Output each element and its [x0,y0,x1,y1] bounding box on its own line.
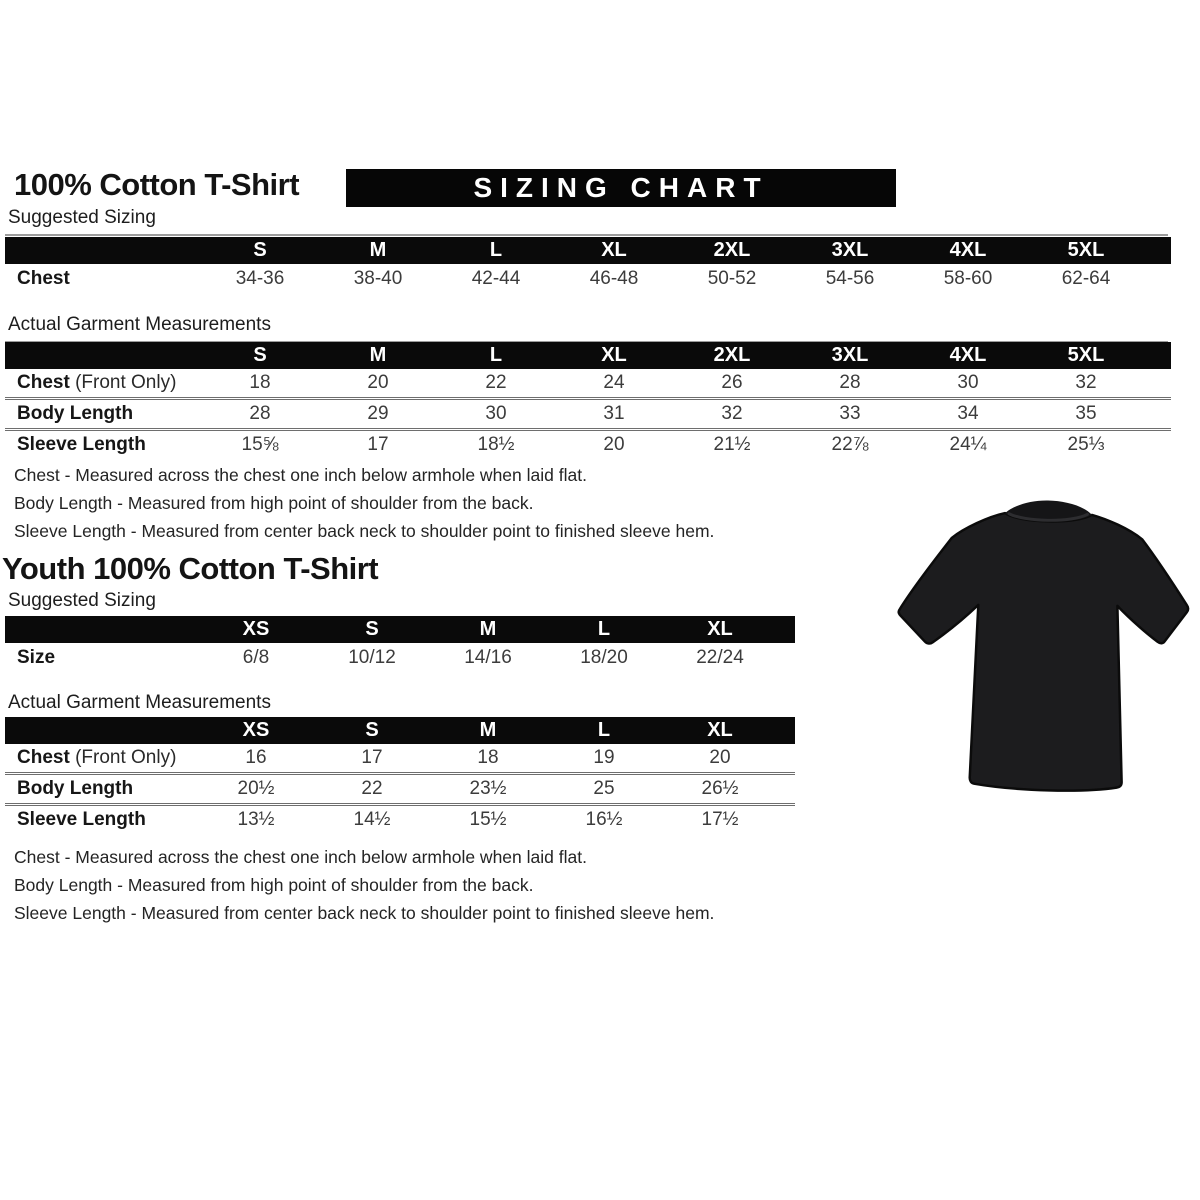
size-column-header: S [201,342,319,369]
measurement-cell: 34-36 [235,268,285,289]
adult-suggested-sizing-label: Suggested Sizing [5,207,1168,236]
measurement-cell: 20 [709,747,731,768]
measurement-cell: 50-52 [707,268,757,289]
measurement-cell: 54-56 [825,268,875,289]
spacer-header-cell [1145,237,1171,264]
header-row [5,342,1171,369]
measurement-cell: 35 [1027,399,1145,430]
size-column-header: L [437,342,555,369]
size-column-header: L [437,237,555,264]
table-row [5,643,795,673]
measurement-cell: 18/20 [580,647,628,668]
size-column-header: XL [662,616,778,643]
tshirt-body-shape [895,511,1190,793]
measurement-cell: 30 [957,372,979,393]
youth-suggested-sizing-table [5,616,795,673]
measurement-cell: 42-44 [471,268,521,289]
measurement-cell: 24¼ [909,430,1027,460]
measurement-cell: 20½ [198,774,314,805]
measurement-cell: 46-48 [589,268,639,289]
note-line: Body Length - Measured from high point of shoulder from the back. [14,875,534,895]
spacer-header-cell [778,717,795,744]
size-column-header: 4XL [909,237,1027,264]
size-column-header: L [546,717,662,744]
measurement-cell: 15½ [430,805,546,835]
measurement-cell: 58-60 [943,268,993,289]
measurement-cell: 22⅞ [791,430,909,460]
measurement-cell: 21½ [673,430,791,460]
measurement-cell: 13½ [198,805,314,835]
measurement-cell: 10/12 [348,647,396,668]
row-label: Chest (Front Only) [17,747,177,768]
row-label: Size [17,647,56,668]
size-column-header: XL [662,717,778,744]
table-row [5,430,1171,460]
size-column-header: M [430,717,546,744]
row-label: Sleeve Length [5,430,201,460]
adult-suggested-sizing-table [5,237,1171,294]
table-row [5,774,795,805]
note-line: Chest - Measured across the chest one inch below armhole when laid flat. [14,465,587,485]
spacer-cell [778,744,795,774]
size-column-header: 3XL [791,342,909,369]
measurement-cell: 28 [201,399,319,430]
spacer-cell [1145,399,1171,430]
adult-actual-measurements-table [5,342,1171,459]
table-row [5,264,1171,294]
spacer-header-cell [1145,342,1171,369]
measurement-cell: 26½ [662,774,778,805]
size-column-header: 5XL [1027,237,1145,264]
size-column-header: XL [555,342,673,369]
measurement-cell: 25 [546,774,662,805]
measurement-cell: 20 [555,430,673,460]
measurement-cell: 29 [319,399,437,430]
measurement-cell: 22 [314,774,430,805]
measurement-cell: 25⅓ [1027,430,1145,460]
empty-header-cell [5,616,198,643]
size-column-header: S [314,616,430,643]
size-column-header: 2XL [673,237,791,264]
measurement-cell: 34 [909,399,1027,430]
row-label: Body Length [5,399,201,430]
page-title: 100% Cotton T-Shirt [14,167,300,202]
spacer-cell [1145,264,1171,294]
header-row [5,237,1171,264]
measurement-cell: 18 [477,747,499,768]
measurement-cell: 32 [1075,372,1097,393]
measurement-cell: 14½ [314,805,430,835]
spacer-cell [778,643,795,673]
measurement-cell: 22 [485,372,507,393]
measurement-cell: 32 [673,399,791,430]
empty-header-cell [5,342,201,369]
measurement-cell: 17 [319,430,437,460]
spacer-cell [1145,430,1171,460]
size-column-header: 3XL [791,237,909,264]
measurement-cell: 15⅝ [201,430,319,460]
youth-actual-measurements-label: Actual Garment Measurements [5,692,794,721]
row-label: Chest (Front Only) [17,372,177,393]
size-column-header: 4XL [909,342,1027,369]
size-column-header: L [546,616,662,643]
size-column-header: XS [198,717,314,744]
table-row [5,805,795,835]
measurement-cell: 24 [603,372,625,393]
tshirt-image [894,496,1192,798]
measurement-cell: 14/16 [464,647,512,668]
row-label: Sleeve Length [5,805,198,835]
spacer-cell [778,805,795,835]
size-column-header: S [201,237,319,264]
measurement-cell: 33 [791,399,909,430]
row-label: Chest [17,268,70,289]
size-column-header: S [314,717,430,744]
row-label: Body Length [5,774,198,805]
measurement-cell: 30 [437,399,555,430]
measurement-cell: 28 [839,372,861,393]
size-column-header: XS [198,616,314,643]
measurement-cell: 17 [361,747,383,768]
measurement-cell: 16 [245,747,267,768]
measurement-cell: 62-64 [1061,268,1111,289]
adult-measurement-notes [14,461,714,545]
measurement-cell: 23½ [430,774,546,805]
measurement-cell: 19 [593,747,615,768]
measurement-cell: 17½ [662,805,778,835]
sizing-chart-banner-text: SIZING CHART [473,172,769,203]
table-row [5,399,1171,430]
measurement-cell: 31 [555,399,673,430]
youth-measurement-notes [14,843,714,927]
adult-actual-measurements-label: Actual Garment Measurements [5,314,1168,343]
spacer-cell [1145,369,1171,399]
sizing-chart-banner [346,169,896,207]
table-row [5,744,795,774]
size-column-header: M [319,237,437,264]
note-line: Body Length - Measured from high point of shoulder from the back. [14,493,534,513]
note-line: Sleeve Length - Measured from center back neck to shoulder point to finished sleeve hem. [14,521,715,541]
empty-header-cell [5,717,198,744]
header-row [5,717,795,744]
measurement-cell: 18½ [437,430,555,460]
youth-actual-measurements-table [5,717,795,834]
table-row [5,369,1171,399]
measurement-cell: 26 [721,372,743,393]
header-row [5,616,795,643]
measurement-cell: 38-40 [353,268,403,289]
spacer-cell [778,774,795,805]
measurement-cell: 18 [249,372,271,393]
spacer-header-cell [778,616,795,643]
measurement-cell: 22/24 [696,647,744,668]
size-column-header: 5XL [1027,342,1145,369]
size-column-header: M [319,342,437,369]
measurement-cell: 6/8 [242,647,270,668]
note-line: Chest - Measured across the chest one inch below armhole when laid flat. [14,847,587,867]
size-column-header: XL [555,237,673,264]
measurement-cell: 16½ [546,805,662,835]
size-column-header: 2XL [673,342,791,369]
empty-header-cell [5,237,201,264]
youth-section-title: Youth 100% Cotton T-Shirt [2,551,379,586]
size-column-header: M [430,616,546,643]
youth-suggested-sizing-label: Suggested Sizing [5,590,794,619]
measurement-cell: 20 [367,372,389,393]
note-line: Sleeve Length - Measured from center back neck to shoulder point to finished sleeve hem. [14,903,715,923]
